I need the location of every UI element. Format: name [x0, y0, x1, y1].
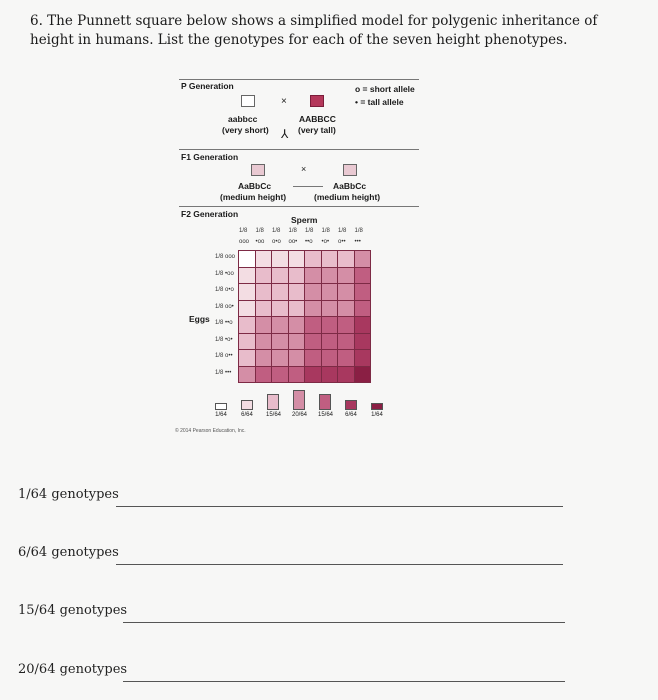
punnett-cell	[338, 350, 354, 366]
punnett-cell	[305, 301, 321, 317]
punnett-cell	[289, 284, 305, 300]
punnett-cell	[305, 317, 321, 333]
punnett-cell	[272, 251, 288, 267]
punnett-cell	[355, 284, 371, 300]
punnett-cell	[322, 251, 338, 267]
punnett-cell	[239, 268, 255, 284]
sperm-fraction: 1/8	[288, 228, 297, 234]
punnett-cell	[272, 367, 288, 383]
punnett-cell	[322, 317, 338, 333]
phenotype-height-icon	[267, 394, 279, 411]
punnett-cell	[289, 334, 305, 350]
very-short-genotype-icon	[241, 95, 255, 107]
sperm-fraction: 1/8	[338, 228, 347, 234]
f1-right-phenotype: (medium height)	[314, 192, 381, 202]
f1-generation-label: F1 Generation	[181, 152, 239, 162]
sperm-fraction: 1/8	[272, 228, 281, 234]
egg-gamete: 1/8 oo•	[215, 303, 234, 310]
phenotype-height-icon	[241, 400, 253, 410]
phenotype-height-icon	[319, 394, 331, 411]
punnett-cell	[239, 251, 255, 267]
punnett-cell	[239, 301, 255, 317]
sperm-fraction: 1/8	[354, 228, 363, 234]
eggs-label: Eggs	[189, 314, 210, 324]
legend-short: o = short allele	[355, 84, 415, 94]
punnett-cell	[272, 334, 288, 350]
punnett-square-grid	[238, 250, 371, 383]
answer-label-20-64: 20/64 genotypes	[18, 662, 128, 677]
punnett-cell	[355, 268, 371, 284]
punnett-cell	[256, 317, 272, 333]
punnett-cell	[289, 251, 305, 267]
punnett-cell	[322, 334, 338, 350]
phenotype-fraction: 20/64	[292, 412, 308, 418]
punnett-cell	[305, 334, 321, 350]
sperm-gamete: oo•	[288, 239, 298, 245]
phenotype-fraction: 15/64	[318, 412, 334, 418]
p-right-genotype: AABBCC	[299, 114, 336, 124]
punnett-cell	[338, 334, 354, 350]
punnett-cell	[272, 317, 288, 333]
punnett-cell	[355, 251, 371, 267]
sperm-gamete: •••	[354, 239, 361, 245]
punnett-cell	[272, 284, 288, 300]
sperm-fraction: 1/8	[239, 228, 248, 234]
punnett-cell	[239, 334, 255, 350]
egg-gamete: 1/8 •oo	[215, 270, 234, 277]
punnett-cell	[272, 350, 288, 366]
egg-gamete: 1/8 ooo	[215, 254, 236, 260]
punnett-cell	[272, 301, 288, 317]
punnett-cell	[239, 350, 255, 366]
p-generation-label: P Generation	[181, 81, 234, 91]
answer-label-6-64: 6/64 genotypes	[18, 545, 119, 560]
phenotype-height-icon	[215, 403, 227, 410]
punnett-cell	[305, 268, 321, 284]
punnett-cell	[289, 350, 305, 366]
very-tall-genotype-icon	[310, 95, 324, 107]
punnett-cell	[355, 367, 371, 383]
punnett-cell	[256, 284, 272, 300]
phenotype-fraction: 15/64	[266, 412, 282, 418]
punnett-cell	[355, 301, 371, 317]
phenotype-height-icon	[345, 400, 357, 410]
punnett-cell	[289, 268, 305, 284]
f2-generation-label: F2 Generation	[181, 209, 239, 219]
punnett-cell	[256, 251, 272, 267]
punnett-cell	[338, 251, 354, 267]
sperm-gamete: o••	[338, 239, 346, 245]
egg-gamete: 1/8 o•o	[215, 287, 234, 293]
phenotype-height-icon	[371, 403, 383, 410]
punnett-cell	[338, 301, 354, 317]
egg-gamete: 1/8 •o•	[215, 336, 233, 343]
punnett-cell	[338, 284, 354, 300]
cross-symbol: ×	[281, 96, 287, 107]
sperm-gamete: ooo	[239, 239, 250, 245]
punnett-cell	[322, 350, 338, 366]
phenotype-fraction: 1/64	[371, 412, 383, 418]
phenotype-fraction: 1/64	[215, 412, 227, 418]
sperm-fraction: 1/8	[321, 228, 330, 234]
punnett-cell	[289, 367, 305, 383]
punnett-cell	[338, 268, 354, 284]
f1-left-phenotype: (medium height)	[220, 192, 287, 202]
punnett-cell	[256, 268, 272, 284]
punnett-cell	[305, 350, 321, 366]
punnett-cell	[322, 284, 338, 300]
f1-right-genotype: AaBbCc	[333, 181, 367, 191]
punnett-cell	[256, 301, 272, 317]
punnett-cell	[322, 268, 338, 284]
sperm-fraction: 1/8	[305, 228, 314, 234]
punnett-cell	[239, 317, 255, 333]
f1-left-genotype: AaBbCc	[238, 181, 272, 191]
punnett-cell	[256, 367, 272, 383]
egg-gamete: 1/8 o••	[215, 353, 233, 359]
sperm-gamete: ••o	[305, 239, 313, 245]
cross-join-line	[293, 186, 323, 187]
punnett-cell	[272, 268, 288, 284]
phenotype-fraction: 6/64	[241, 412, 253, 418]
punnett-cell	[256, 350, 272, 366]
legend-tall: • = tall allele	[355, 97, 404, 107]
punnett-cell	[322, 301, 338, 317]
punnett-cell	[338, 317, 354, 333]
answer-label-1-64: 1/64 genotypes	[18, 487, 119, 502]
f1-left-genotype-icon	[251, 164, 265, 176]
answer-line-1-64[interactable]	[116, 506, 563, 507]
sperm-gamete: •oo	[255, 239, 265, 245]
divider	[179, 79, 419, 80]
p-right-phenotype: (very tall)	[298, 125, 336, 135]
punnett-cell	[289, 317, 305, 333]
answer-label-15-64: 15/64 genotypes	[18, 603, 128, 618]
punnett-cell	[322, 367, 338, 383]
punnett-cell	[338, 367, 354, 383]
divider	[179, 206, 419, 207]
f1-right-genotype-icon	[343, 164, 357, 176]
divider	[179, 149, 419, 150]
punnett-cell	[239, 284, 255, 300]
punnett-cell	[305, 284, 321, 300]
question-text: 6. The Punnett square below shows a simplified model for polygenic inheritance of height in humans. List the genotypes for each of the seven height phenotypes.	[30, 13, 598, 48]
punnett-cell	[305, 251, 321, 267]
punnett-figure	[165, 70, 427, 438]
sperm-gamete: •o•	[321, 239, 330, 245]
p-left-genotype: aabbcc	[228, 114, 258, 124]
punnett-cell	[305, 367, 321, 383]
egg-gamete: 1/8 ••o	[215, 320, 233, 326]
p-left-phenotype: (very short)	[222, 125, 269, 135]
copyright: © 2014 Pearson Education, Inc.	[175, 428, 246, 434]
sperm-gamete: o•o	[272, 239, 281, 245]
egg-gamete: 1/8 •••	[215, 369, 232, 376]
phenotype-height-icon	[293, 390, 305, 410]
punnett-cell	[289, 301, 305, 317]
answer-line-15-64[interactable]	[123, 622, 565, 623]
sperm-fraction: 1/8	[255, 228, 264, 234]
punnett-cell	[355, 350, 371, 366]
punnett-cell	[355, 317, 371, 333]
punnett-cell	[355, 334, 371, 350]
cross-symbol-f1: ×	[301, 164, 307, 174]
cross-arrow-icon: ⅄	[281, 127, 289, 141]
punnett-cell	[256, 334, 272, 350]
answer-line-20-64[interactable]	[123, 681, 565, 682]
punnett-cell	[239, 367, 255, 383]
answer-line-6-64[interactable]	[116, 564, 563, 565]
phenotype-fraction: 6/64	[345, 412, 357, 418]
sperm-label: Sperm	[291, 215, 318, 225]
